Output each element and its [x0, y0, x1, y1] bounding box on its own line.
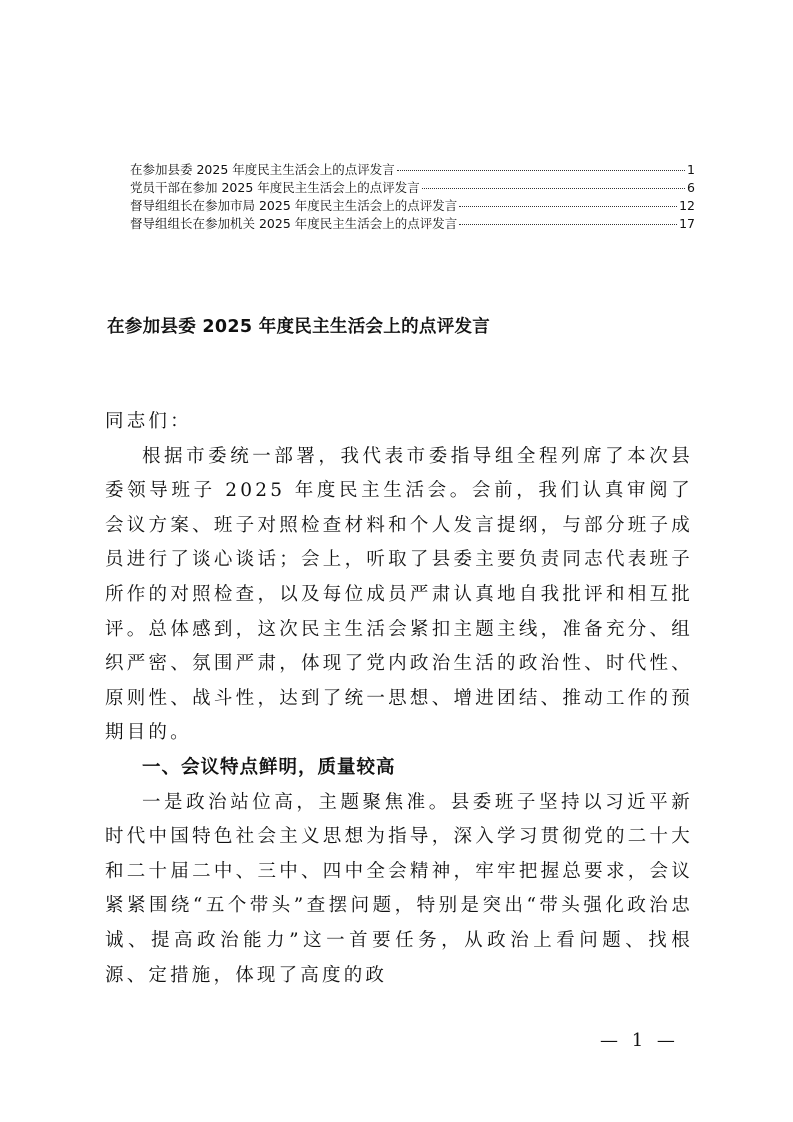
toc-entry[interactable]: [130, 196, 695, 214]
document-title: 在参加县委 2025 年度民主生活会上的点评发言: [107, 317, 491, 337]
toc-entry[interactable]: [130, 214, 695, 232]
toc-entry-page: 17: [679, 216, 695, 231]
document-body: [105, 405, 693, 993]
toc-leader-dots: [422, 188, 685, 189]
toc-entry-title: 在参加县委 2025 年度民主生活会上的点评发言: [130, 162, 395, 177]
toc-entry-title: 督导组组长在参加市局 2025 年度民主生活会上的点评发言: [130, 198, 458, 213]
salutation: 同志们：: [105, 411, 192, 432]
toc-entry-page: 6: [687, 180, 695, 195]
toc-entry-page: 1: [687, 162, 695, 177]
toc-leader-dots: [459, 206, 677, 207]
toc-entry[interactable]: [130, 178, 695, 196]
toc-entry-title: 党员干部在参加 2025 年度民主生活会上的点评发言: [130, 180, 420, 195]
toc-leader-dots: [397, 170, 685, 171]
table-of-contents: [130, 160, 695, 232]
section-heading: 一、会议特点鲜明，质量较高: [142, 756, 396, 778]
toc-leader-dots: [459, 224, 677, 225]
toc-entry-title: 督导组组长在参加机关 2025 年度民主生活会上的点评发言: [130, 216, 458, 231]
page-number: — 1 —: [600, 1030, 679, 1051]
toc-entry[interactable]: [130, 160, 695, 178]
toc-entry-page: 12: [679, 198, 695, 213]
body-paragraph: 根据市委统一部署，我代表市委指导组全程列席了本次县委领导班子 2025 年度民主生活会。会前，我们认真审阅了会议方案、班子对照检查材料和个人发言提纲，与部分班子成员进行了谈心谈话；会上，听取了县委主要负责同志代表班子所作的对照检查，以及每位成员严肃认真地自我批评和相互批评。总体感到，这次民主生活会紧扣主题主线，准备充分、组织严密、氛围严肃，体现了党内政治生活的政治性、时代性、原则性、战斗性，达到了统一思想、增进团结、推动工作的预期目的。: [105, 445, 693, 744]
body-paragraph: 一是政治站位高，主题聚焦准。县委班子坚持以习近平新时代中国特色社会主义思想为指导，深入学习贯彻党的二十大和二十届二中、三中、四中全会精神，牢牢把握总要求，会议紧紧围绕“五个带头”查摆问题，特别是突出“带头强化政治忠诚、提高政治能力”这一首要任务，从政治上看问题、找根源、定措施，体现了高度的政: [105, 791, 693, 986]
